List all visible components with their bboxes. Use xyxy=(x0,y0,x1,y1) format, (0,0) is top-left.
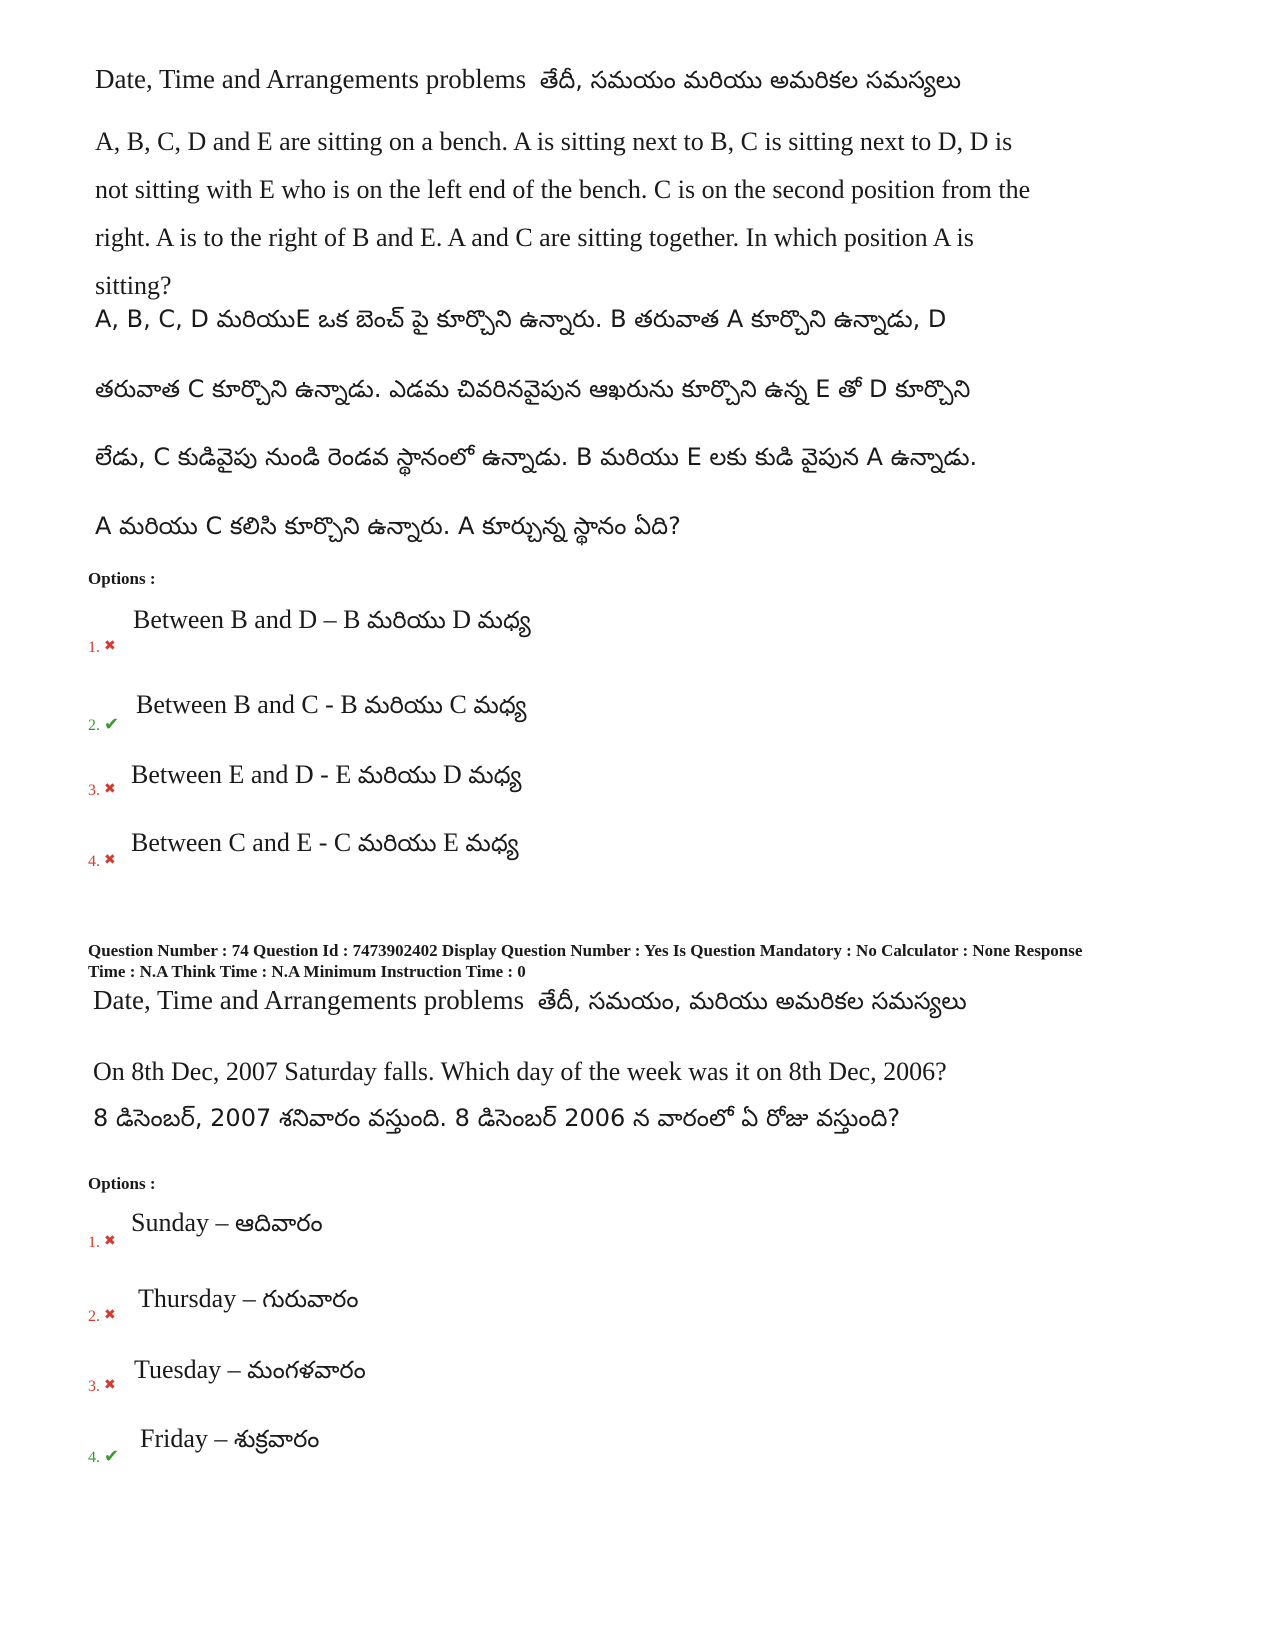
wrong-mark-icon: ✖ xyxy=(104,1234,116,1249)
q74-option-1: Sunday – ఆదివారం xyxy=(131,1208,323,1237)
q73-topic: Date, Time and Arrangements problems తేదీ, సమయం మరియు అమరికల సమస్యలు xyxy=(95,64,962,94)
wrong-mark-icon: ✖ xyxy=(104,1308,116,1323)
q73-option-4: Between C and E - C మరియు E మధ్య xyxy=(131,828,519,857)
q73-option-1-number: 1. ✖ xyxy=(88,639,116,656)
q74-option-3: Tuesday – మంగళవారం xyxy=(134,1355,366,1384)
q73-te-line-2: తరువాత C కూర్చొని ఉన్నాడు. ఎడమ చివరినవైపున ఆఖరును కూర్చొని ఉన్న E తో D కూర్చొని xyxy=(95,375,971,403)
q73-en-line-4: sitting? xyxy=(95,271,172,300)
q73-te-line-3: లేడు, C కుడివైపు నుండి రెండవ స్థానంలో ఉన్నాడు. B మరియు E లకు కుడి వైపున A ఉన్నాడు. xyxy=(95,443,978,471)
q73-te-line-1: A, B, C, D మరియుE ఒక బెంచ్ పై కూర్చొని ఉన్నారు. B తరువాత A కూర్చొని ఉన్నాడు, D xyxy=(95,305,947,333)
q74-meta-line-2: Time : N.A Think Time : N.A Minimum Instruction Time : 0 xyxy=(88,962,526,981)
correct-check-icon: ✔ xyxy=(104,1446,120,1466)
q74-topic: Date, Time and Arrangements problems తేదీ, సమయం, మరియు అమరికల సమస్యలు xyxy=(93,985,967,1015)
q74-option-1-number: 1. ✖ xyxy=(88,1234,116,1251)
q73-option-2-number: 2. ✔ xyxy=(88,714,120,734)
q74-option-4-number: 4. ✔ xyxy=(88,1446,120,1466)
q74-options-label: Options : xyxy=(88,1174,156,1193)
q73-option-3-number: 3. ✖ xyxy=(88,782,116,799)
q73-option-2: Between B and C - B మరియు C మధ్య xyxy=(136,690,527,719)
q73-options-label: Options : xyxy=(88,569,156,588)
q74-question-telugu: 8 డిసెంబర్, 2007 శనివారం వస్తుంది. 8 డిసెంబర్ 2006 న వారంలో ఏ రోజు వస్తుంది? xyxy=(93,1104,901,1132)
wrong-mark-icon: ✖ xyxy=(104,853,116,868)
q73-option-1: Between B and D – B మరియు D మధ్య xyxy=(133,605,531,634)
wrong-mark-icon: ✖ xyxy=(104,1378,116,1393)
q74-metadata xyxy=(88,940,1082,982)
q73-en-line-1: A, B, C, D and E are sitting on a bench. A is sitting next to B, C is sitting next to D, D is xyxy=(95,127,1013,156)
correct-check-icon: ✔ xyxy=(104,714,120,734)
q74-option-2-number: 2. ✖ xyxy=(88,1308,116,1325)
q74-meta-line-1: Question Number : 74 Question Id : 7473902402 Display Question Number : Yes Is Question Mandatory : No Calculator : None Response xyxy=(88,941,1083,960)
q74-option-4: Friday – శుక్రవారం xyxy=(140,1424,320,1453)
wrong-mark-icon: ✖ xyxy=(104,639,116,654)
q74-question-english: On 8th Dec, 2007 Saturday falls. Which day of the week was it on 8th Dec, 2006? xyxy=(93,1057,947,1086)
q73-en-line-3: right. A is to the right of B and E. A and C are sitting together. In which position A is xyxy=(95,223,974,252)
q74-option-2: Thursday – గురువారం xyxy=(138,1284,359,1313)
q73-te-line-4: A మరియు C కలిసి కూర్చొని ఉన్నారు. A కూర్చున్న స్థానం ఏది? xyxy=(95,512,681,540)
q73-en-line-2: not sitting with E who is on the left end of the bench. C is on the second position from the xyxy=(95,175,1031,204)
q73-option-3: Between E and D - E మరియు D మధ్య xyxy=(131,760,522,789)
wrong-mark-icon: ✖ xyxy=(104,782,116,797)
q74-option-3-number: 3. ✖ xyxy=(88,1378,116,1395)
q73-question-english xyxy=(95,118,1030,310)
q73-option-4-number: 4. ✖ xyxy=(88,853,116,870)
